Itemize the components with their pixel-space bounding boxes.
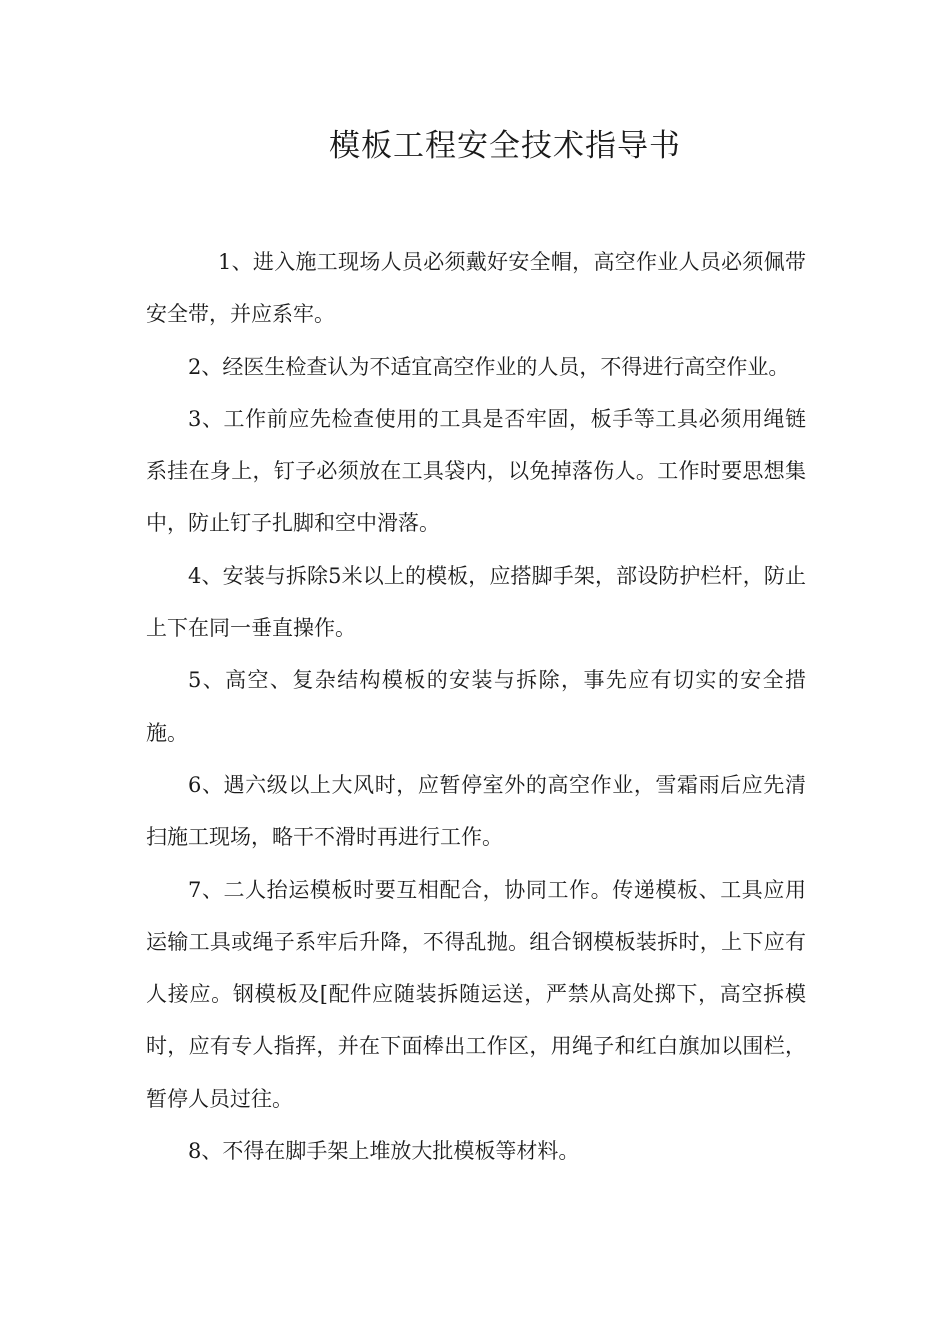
- paragraph-2: 2、经医生检查认为不适宜高空作业的人员，不得进行高空作业。: [188, 354, 790, 379]
- paragraph-8: 8、不得在脚手架上堆放大批模板等材料。: [188, 1139, 580, 1164]
- paragraph-3: 3、工作前应先检查使用的工具是否牢固，板手等工具必须用绳链系挂在身上，钉子必须放在工具袋内，以免掉落伤人。工作时要思想集中，防止钉子扎脚和空中滑落。: [146, 406, 806, 536]
- paragraph-4: 4、安装与拆除5米以上的模板，应搭脚手架，部设防护栏杆，防止上下在同一垂直操作。: [146, 563, 806, 641]
- paragraph-5: 5、高空、复杂结构模板的安装与拆除，事先应有切实的安全措施。: [146, 668, 806, 745]
- paragraph-6: 6、遇六级以上大风时，应暂停室外的高空作业，雪霜雨后应先清扫施工现场，略干不滑时再进行工作。: [146, 772, 806, 850]
- paragraph-7: 7、二人抬运模板时要互相配合，协同工作。传递模板、工具应用运输工具或绳子系牢后升降，不得乱抛。组合钢模板装拆时，上下应有人接应。钢模板及[配件应随装拆随运送，严禁从高处掷下，高空拆模时，应有专人指挥，并在下面棒出工作区，用绳子和红白旗加以围栏，暂停人员过往。: [146, 877, 806, 1111]
- paragraph-1: 1、进入施工现场人员必须戴好安全帽，高空作业人员必须佩带安全带，并应系牢。: [146, 250, 806, 327]
- document-body: [146, 236, 806, 1177]
- document-title: 模板工程安全技术指导书: [329, 128, 681, 164]
